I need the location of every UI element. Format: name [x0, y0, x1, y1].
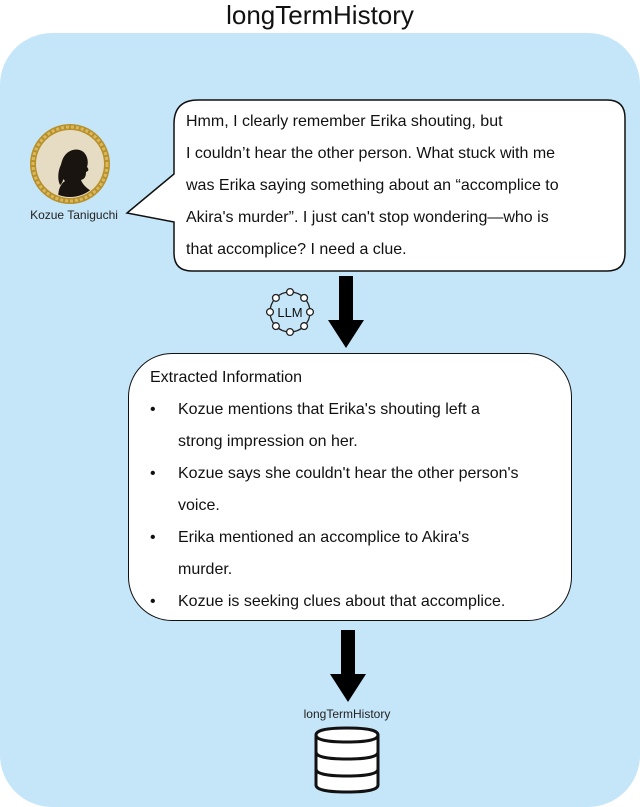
bullet-icon: •: [150, 401, 156, 418]
list-item-line: Kozue says she couldn't hear the other person's: [178, 465, 519, 482]
llm-icon: [262, 284, 318, 340]
bubble-line: Hmm, I clearly remember Erika shouting, but: [186, 113, 503, 130]
list-item-line: murder.: [178, 561, 233, 578]
bubble-line: I couldn’t hear the other person. What stuck with me: [186, 145, 556, 162]
list-item-line: Kozue mentions that Erika's shouting left a: [178, 401, 480, 418]
list-item: [150, 586, 570, 618]
list-item: [150, 522, 570, 586]
bullet-icon: •: [150, 593, 156, 610]
bubble-line: was Erika saying something about an “accomplice to: [186, 177, 559, 194]
bullet-icon: •: [150, 529, 156, 546]
bullet-icon: •: [150, 465, 156, 482]
extracted-info-title: Extracted Information: [150, 369, 303, 386]
list-item: [150, 394, 570, 458]
database-icon: [312, 726, 382, 794]
list-item-line: strong impression on her.: [178, 433, 358, 450]
speaker-name: Kozue Taniguchi: [30, 208, 118, 222]
list-item: [150, 458, 570, 522]
extracted-info-list: [150, 394, 570, 618]
list-item-line: Kozue is seeking clues about that accomplice.: [178, 593, 506, 610]
down-arrow-icon: [326, 276, 366, 350]
list-item-line: Erika mentioned an accomplice to Akira's: [178, 529, 470, 546]
bubble-line: Akira's murder”. I just can't stop wondering—who is: [186, 209, 549, 226]
database-label: longTermHistory: [303, 707, 391, 721]
bubble-text: [186, 106, 616, 266]
down-arrow-icon: [328, 630, 368, 704]
list-item-line: voice.: [178, 497, 220, 514]
llm-label: LLM: [277, 305, 303, 320]
diagram-title: longTermHistory: [226, 0, 414, 30]
bubble-line: that accomplice? I need a clue.: [186, 241, 407, 258]
